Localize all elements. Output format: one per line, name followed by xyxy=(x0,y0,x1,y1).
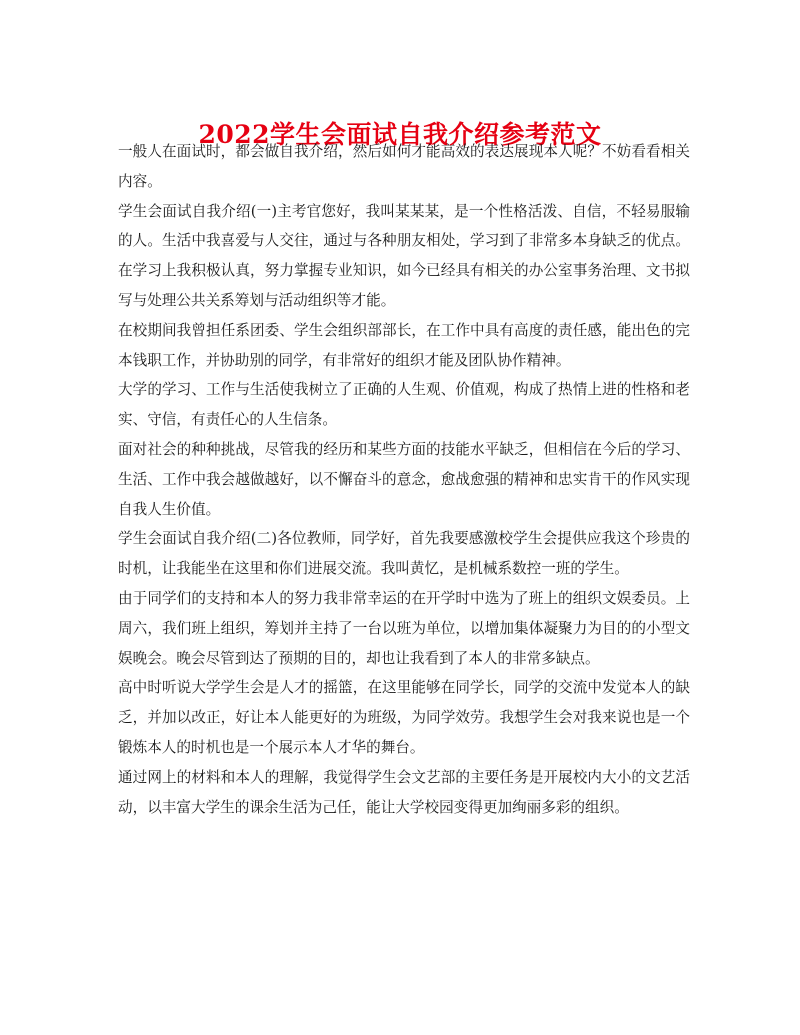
paragraph-interview-two: 学生会面试自我介绍(二)各位教师，同学好，首先我要感激校学生会提供应我这个珍贵的时机，让我能坐在这里和你们进展交流。我叫黄忆，是机械系数控一班的学生。 xyxy=(118,530,690,578)
paragraph-high-school: 高中时听说大学学生会是人才的摇篮，在这里能够在同学长，同学的交流中发觉本人的缺乏，并加以改正，好让本人能更好的为班级，为同学效劳。我想学生会对我来说也是一个锻炼本人的时机也是一个展示本人才华的舞台。 xyxy=(118,679,690,756)
paragraph-arts-department: 通过网上的材料和本人的理解，我觉得学生会文艺部的主要任务是开展校内大小的文艺活动，以丰富大学生的课余生活为己任，能让大学校园变得更加绚丽多彩的组织。 xyxy=(118,768,690,816)
paragraph-values: 大学的学习、工作与生活使我树立了正确的人生观、价值观，构成了热情上进的性格和老实、守信，有责任心的人生信条。 xyxy=(118,381,690,429)
document-title: 2022学生会面试自我介绍参考范文 xyxy=(198,119,602,149)
document-body xyxy=(118,137,690,822)
paragraph-interview-one: 学生会面试自我介绍(一)主考官您好，我叫某某某，是一个性格活泼、自信，不轻易服输的人。生活中我喜爱与人交往，通过与各种朋友相处，学习到了非常多本身缺乏的优点。在学习上我积极认真，努力掌握专业知识，如今已经具有相关的办公室事务治理、文书拟写与处理公共关系筹划与活动组织等才能。 xyxy=(118,202,690,309)
paragraph-challenges: 面对社会的种种挑战，尽管我的经历和某些方面的技能水平缺乏，但相信在今后的学习、生活、工作中我会越做越好，以不懈奋斗的意念，愈战愈强的精神和忠实肯干的作风实现自我人生价值。 xyxy=(118,440,690,518)
paragraph-campus-roles: 在校期间我曾担任系团委、学生会组织部部长，在工作中具有高度的责任感，能出色的完本钱职工作，并协助别的同学，有非常好的组织才能及团队协作精神。 xyxy=(118,321,690,369)
paragraph-intro: 一般人在面试时，都会做自我介绍，然后如何才能高效的表达展现本人呢？不妨看看相关内容。 xyxy=(118,143,690,190)
paragraph-class-committee: 由于同学们的支持和本人的努力我非常幸运的在开学时中选为了班上的组织文娱委员。上周六，我们班上组织，筹划并主持了一台以班为单位，以增加集体凝聚力为目的的小型文娱晚会。晚会尽管到达了预期的目的，却也让我看到了本人的非常多缺点。 xyxy=(118,589,690,667)
